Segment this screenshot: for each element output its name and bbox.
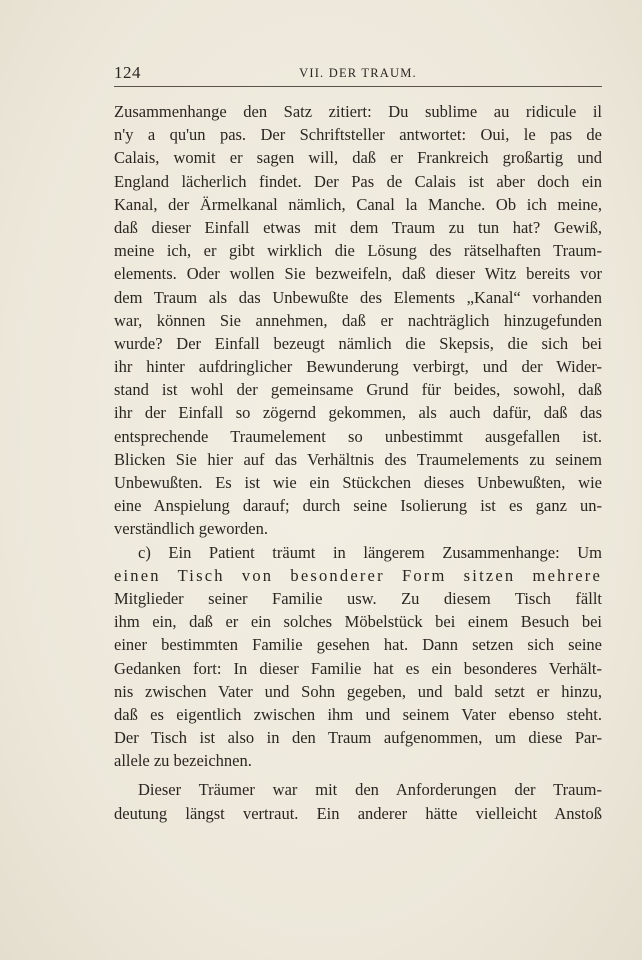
page-number: 124 (114, 63, 141, 82)
text-line: einer bestimmten Familie gesehen hat. Dann setzen sich seine (114, 635, 602, 655)
text-line: nis zwischen Vater und Sohn gegeben, und bald setzt er hinzu, (114, 681, 602, 701)
text-line: Unbewußten. Es ist wie ein Stückchen dieses Unbewußten, wie (114, 473, 602, 492)
text-line: elements. Oder wollen Sie bezweifeln, daß dieser Witz bereits vor (114, 264, 602, 284)
text-line: Blicken Sie hier auf das Verhältnis des Traumelements zu seinem (114, 449, 602, 469)
text-line: Calais, womit er sagen will, daß er Frankreich großartig und (114, 148, 602, 168)
text-line: n'y a qu'un pas. Der Schriftsteller antwortet: Oui, le pas de (114, 125, 602, 145)
text-line: ihr der Einfall so zögernd gekommen, als auch dafür, daß das (114, 403, 602, 423)
text-line: England lächerlich findet. Der Pas de Calais ist aber doch ein (114, 171, 602, 191)
text-line: einen Tisch von besonderer Form sitzen mehrere (114, 565, 602, 585)
text-line: ihm ein, daß er ein solches Möbelstück bei einem Besuch bei (114, 612, 602, 632)
text-line: c) Ein Patient träumt in längerem Zusammenhange: Um (138, 542, 602, 562)
text-line: allele zu bezeichnen. (114, 751, 252, 771)
text-line: deutung längst vertraut. Ein anderer hätte vielleicht Anstoß (114, 803, 602, 823)
text-line: meine ich, er gibt wirklich die Lösung des rätselhaften Traum- (114, 241, 602, 261)
text-line: Mitglieder seiner Familie usw. Zu diesem Tisch fällt (114, 588, 602, 608)
text-line: Gedanken fort: In dieser Familie hat es ein besonderes Verhält- (114, 658, 602, 678)
text-line: verständlich geworden. (114, 519, 268, 539)
text-line: ihr hinter aufdringlicher Bewunderung verbirgt, und der Wider- (114, 357, 602, 377)
body-text (114, 100, 602, 825)
text-line: entsprechende Traumelement so unbestimmt ausgefallen ist. (114, 426, 602, 446)
text-line: daß dieser Einfall etwas mit dem Traum zu tun hat? Gewiß, (114, 217, 602, 237)
text-line: stand ist wohl der gemeinsame Grund für beides, sowohl, daß (114, 380, 602, 400)
text-line: Kanal, der Ärmelkanal nämlich, Canal la Manche. Ob ich meine, (114, 194, 602, 214)
text-line: war, können Sie annehmen, daß er nachträglich hinzugefunden (114, 310, 602, 330)
text-line: Zusammenhange den Satz zitiert: Du sublime au ridicule il (114, 102, 602, 121)
text-line: Dieser Träumer war mit den Anforderungen der Traum- (138, 780, 602, 800)
text-line: Der Tisch ist also in den Traum aufgenommen, um diese Par- (114, 728, 602, 748)
text-line: daß es eigentlich zwischen ihm und seinem Vater ebenso steht. (114, 704, 602, 724)
chapter-title: VII. DER TRAUM. (299, 66, 417, 80)
text-line: eine Anspielung darauf; durch seine Isolierung ist es ganz un- (114, 496, 602, 516)
text-line: dem Traum als das Unbewußte des Elements „Kanal“ vorhanden (114, 287, 602, 307)
text-line: wurde? Der Einfall bezeugt nämlich die Skepsis, die sich bei (114, 333, 602, 353)
running-head (114, 62, 602, 87)
